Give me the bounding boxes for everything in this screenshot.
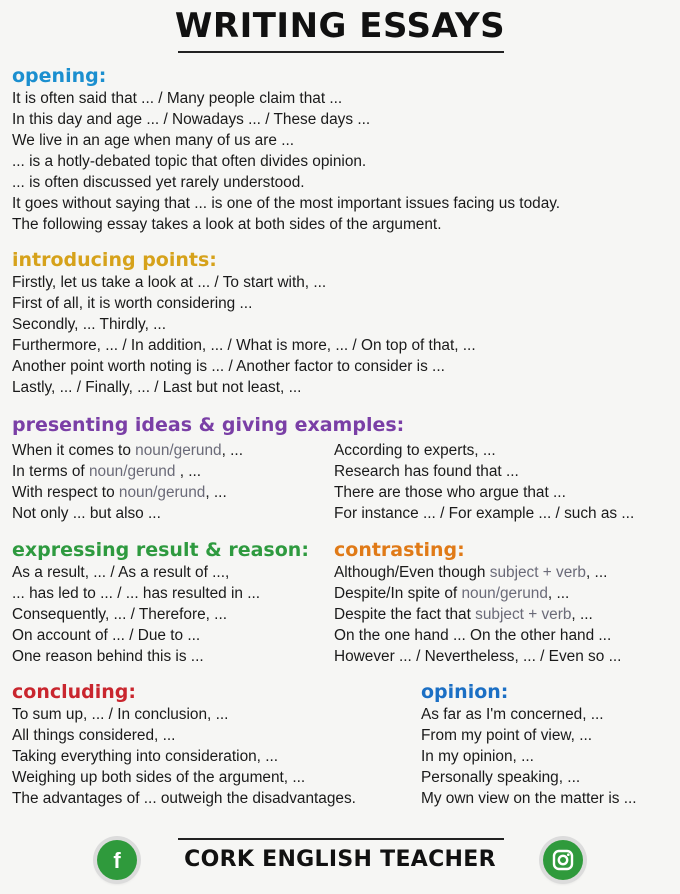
list-item: In terms of noun/gerund , ... [12, 463, 202, 480]
list-item: Another point worth noting is ... / Another factor to consider is ... [12, 358, 445, 375]
heading-result-reason: expressing result & reason: [12, 539, 309, 561]
list-item: We live in an age when many of us are ... [12, 132, 295, 149]
list-item: One reason behind this is ... [12, 648, 204, 665]
list-item: From my point of view, ... [421, 727, 593, 744]
section-opening [12, 64, 560, 235]
list-item: It is often said that ... / Many people claim that ... [12, 90, 343, 107]
list-item: The advantages of ... outweigh the disadvantages. [12, 790, 356, 807]
heading-contrasting: contrasting: [334, 539, 465, 561]
list-item: Although/Even though subject + verb, ... [334, 564, 608, 581]
list-item: All things considered, ... [12, 727, 176, 744]
list-item: Not only ... but also ... [12, 505, 161, 522]
presenting-right-column [334, 440, 634, 524]
list-item: As a result, ... / As a result of ..., [12, 564, 230, 581]
brand-name: CORK ENGLISH TEACHER [184, 847, 496, 872]
section-contrasting [334, 538, 621, 667]
section-concluding [12, 680, 356, 809]
list-item: As far as I'm concerned, ... [421, 706, 604, 723]
list-item: Weighing up both sides of the argument, ... [12, 769, 306, 786]
heading-opening: opening: [12, 65, 107, 87]
section-result-reason [12, 538, 309, 667]
list-item: My own view on the matter is ... [421, 790, 637, 807]
list-item: In my opinion, ... [421, 748, 534, 765]
svg-text:f: f [113, 848, 121, 873]
section-opinion [421, 680, 637, 809]
section-presenting-ideas [12, 413, 404, 437]
list-item: However ... / Nevertheless, ... / Even so ... [334, 648, 622, 665]
list-item: Firstly, let us take a look at ... / To start with, ... [12, 274, 327, 291]
list-item: Despite the fact that subject + verb, ... [334, 606, 593, 623]
list-item: ... is often discussed yet rarely understood. [12, 174, 305, 191]
list-item: It goes without saying that ... is one of the most important issues facing us today. [12, 195, 561, 212]
list-item: When it comes to noun/gerund, ... [12, 442, 243, 459]
list-item: For instance ... / For example ... / such as ... [334, 505, 635, 522]
heading-opinion: opinion: [421, 681, 509, 703]
list-item: Personally speaking, ... [421, 769, 581, 786]
heading-introducing-points: introducing points: [12, 249, 217, 271]
list-item: On account of ... / Due to ... [12, 627, 201, 644]
list-item: To sum up, ... / In conclusion, ... [12, 706, 229, 723]
presenting-left-column [12, 440, 243, 524]
list-item: Research has found that ... [334, 463, 519, 480]
list-item: Taking everything into consideration, ... [12, 748, 279, 765]
instagram-icon[interactable] [543, 840, 583, 880]
list-item: According to experts, ... [334, 442, 496, 459]
footer-rule [178, 838, 504, 840]
title-underline [178, 51, 504, 53]
section-introducing-points [12, 248, 476, 398]
page-title: WRITING ESSAYS [174, 6, 506, 46]
heading-concluding: concluding: [12, 681, 136, 703]
list-item: ... is a hotly-debated topic that often divides opinion. [12, 153, 367, 170]
list-item: Despite/In spite of noun/gerund, ... [334, 585, 570, 602]
list-item: The following essay takes a look at both sides of the argument. [12, 216, 442, 233]
list-item: Secondly, ... Thirdly, ... [12, 316, 166, 333]
instagram-glyph [543, 840, 583, 880]
list-item: First of all, it is worth considering ... [12, 295, 253, 312]
list-item: Consequently, ... / Therefore, ... [12, 606, 228, 623]
list-item: Furthermore, ... / In addition, ... / What is more, ... / On top of that, ... [12, 337, 476, 354]
list-item: In this day and age ... / Nowadays ... / These days ... [12, 111, 371, 128]
list-item: ... has led to ... / ... has resulted in ... [12, 585, 261, 602]
list-item: With respect to noun/gerund, ... [12, 484, 227, 501]
list-item: On the one hand ... On the other hand ... [334, 627, 612, 644]
heading-presenting-ideas: presenting ideas & giving examples: [12, 414, 405, 436]
list-item: Lastly, ... / Finally, ... / Last but not least, ... [12, 379, 302, 396]
list-item: There are those who argue that ... [334, 484, 566, 501]
